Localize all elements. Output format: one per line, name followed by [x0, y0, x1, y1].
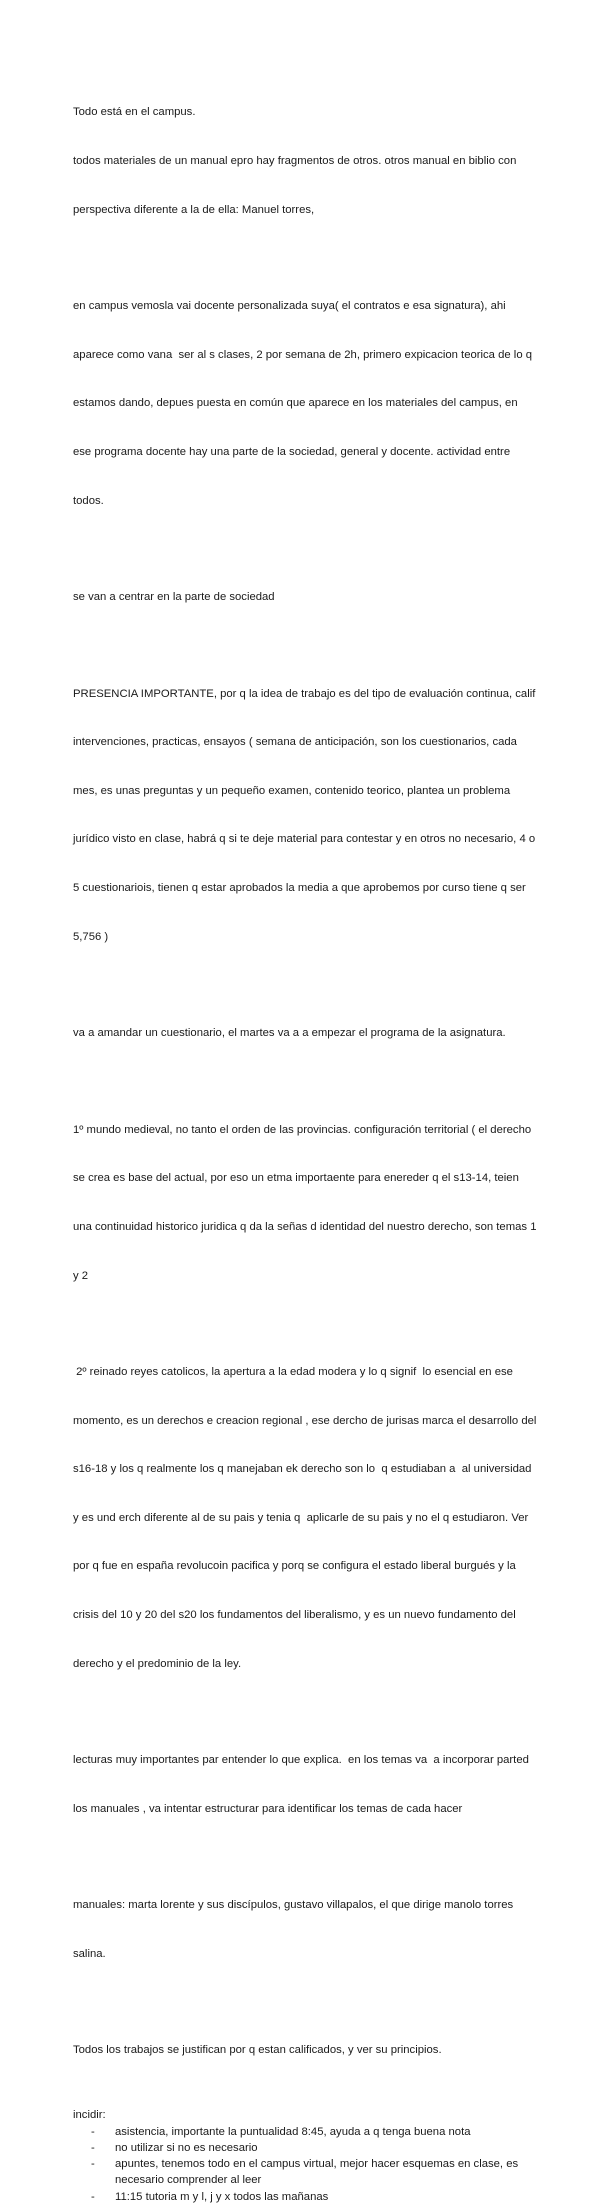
- paragraph-lecturas: [73, 1720, 535, 1850]
- text-line: una continuidad historico juridica q da la señas d identidad del nuestro derecho, son temas 1: [73, 1220, 537, 1233]
- text-line: Todo está en el campus.: [73, 106, 196, 119]
- text-line: 5,756 ): [73, 930, 109, 943]
- bullet-dash: -: [91, 2125, 95, 2138]
- list-item: [91, 2189, 535, 2205]
- paragraph-trabajos: [73, 2010, 535, 2091]
- list-item: [91, 2140, 535, 2156]
- text-line: todos.: [73, 494, 104, 507]
- text-line: apuntes, tenemos todo en el campus virtual, mejor hacer esquemas en clase, es: [115, 2158, 519, 2171]
- text-line: y 2: [73, 1269, 89, 1282]
- list-item: [91, 2156, 535, 2188]
- text-line: se van a centrar en la parte de sociedad: [73, 591, 275, 604]
- text-line: por q fue en españa revolucoin pacifica y porq se configura el estado liberal burgués y la: [73, 1560, 516, 1573]
- text-line: s16-18 y los q realmente los q manejaban ek derecho son lo q estudiaban a al universidad: [73, 1463, 532, 1476]
- text-line: los manuales , va intentar estructurar para identificar los temas de cada hacer: [73, 1802, 463, 1815]
- text-line: 2º reinado reyes catolicos, la apertura a la edad modera y lo q signif lo esencial en ese: [73, 1366, 513, 1379]
- text-line: manuales: marta lorente y sus discípulos, gustavo villapalos, el que dirige manolo torres: [73, 1899, 514, 1912]
- text-line: perspectiva diferente a la de ella: Manuel torres,: [73, 203, 315, 216]
- text-line: necesario comprender al leer: [115, 2174, 262, 2187]
- text-line: 1º mundo medieval, no tanto el orden de las provincias. configuración territorial ( el derecho: [73, 1123, 532, 1136]
- paragraph-campus-program: [73, 266, 535, 541]
- bullet-dash: -: [91, 2141, 95, 2154]
- document-page: [73, 72, 535, 2205]
- text-line: 11:15 tutoria m y l, j y x todos las mañanas: [115, 2190, 329, 2203]
- text-line: y es und erch diferente al de su pais y tenia q aplicarle de su pais y no el q estudiaron. Ver: [73, 1511, 529, 1524]
- text-line: 5 cuestionariois, tienen q estar aprobados la media a que aprobemos por curso tiene q ser: [73, 882, 526, 895]
- text-line: se crea es base del actual, por eso un etma importaente para enereder q el s13-14, teien: [73, 1172, 519, 1185]
- text-line: salina.: [73, 1947, 106, 1960]
- text-line: no utilizar si no es necesario: [115, 2141, 258, 2154]
- text-line: PRESENCIA IMPORTANTE, por q la idea de trabajo es del tipo de evaluación continua, calif: [73, 687, 536, 700]
- paragraph-manuales: [73, 1865, 535, 1995]
- text-line: ese programa docente hay una parte de la sociedad, general y docente. actividad entre: [73, 445, 511, 458]
- text-line: Todos los trabajos se justifican por q estan calificados, y ver su principios.: [73, 2044, 442, 2057]
- text-line: lecturas muy importantes par entender lo que explica. en los temas va a incorporar parted: [73, 1754, 529, 1767]
- paragraph-mundo-medieval: [73, 1089, 535, 1316]
- text-line: va a amandar un cuestionario, el martes va a a empezar el programa de la asignatura.: [73, 1027, 506, 1040]
- text-line: estamos dando, depues puesta en común que aparece en los materiales del campus, en: [73, 397, 518, 410]
- paragraph-campus-intro: [73, 72, 535, 250]
- text-line: intervenciones, practicas, ensayos ( semana de anticipación, son los cuestionarios, cada: [73, 736, 517, 749]
- paragraph-reyes-catolicos: [73, 1332, 535, 1705]
- text-line: momento, es un derechos e creacion regional , ese dercho de jurisas marca el desarrollo del: [73, 1414, 537, 1427]
- paragraph-sociedad: [73, 557, 535, 638]
- text-line: mes, es unas preguntas y un pequeño examen, contenido teorico, plantea un problema: [73, 784, 511, 797]
- list-label-incidir: incidir:: [73, 2108, 106, 2121]
- list-item: [91, 2124, 535, 2140]
- text-line: aparece como vana ser al s clases, 2 por semana de 2h, primero expicacion teorica de lo q: [73, 348, 533, 361]
- text-line: jurídico visto en clase, habrá q si te deje material para contestar y en otros no necesario, 4 o: [73, 833, 536, 846]
- bullet-dash: -: [91, 2190, 95, 2203]
- text-line: derecho y el predominio de la ley.: [73, 1657, 242, 1670]
- bullet-dash: -: [91, 2158, 95, 2171]
- paragraph-cuestionario: [73, 993, 535, 1074]
- paragraph-presencia: [73, 653, 535, 977]
- text-line: todos materiales de un manual epro hay fragmentos de otros. otros manual en biblio con: [73, 155, 517, 168]
- text-line: en campus vemosla vai docente personalizada suya( el contratos e esa signatura), ahi: [73, 300, 506, 313]
- bullet-list: [73, 2124, 535, 2205]
- text-line: crisis del 10 y 20 del s20 los fundamentos del liberalismo, y es un nuevo fundamento del: [73, 1609, 516, 1622]
- text-line: asistencia, importante la puntualidad 8:45, ayuda a q tenga buena nota: [115, 2125, 471, 2138]
